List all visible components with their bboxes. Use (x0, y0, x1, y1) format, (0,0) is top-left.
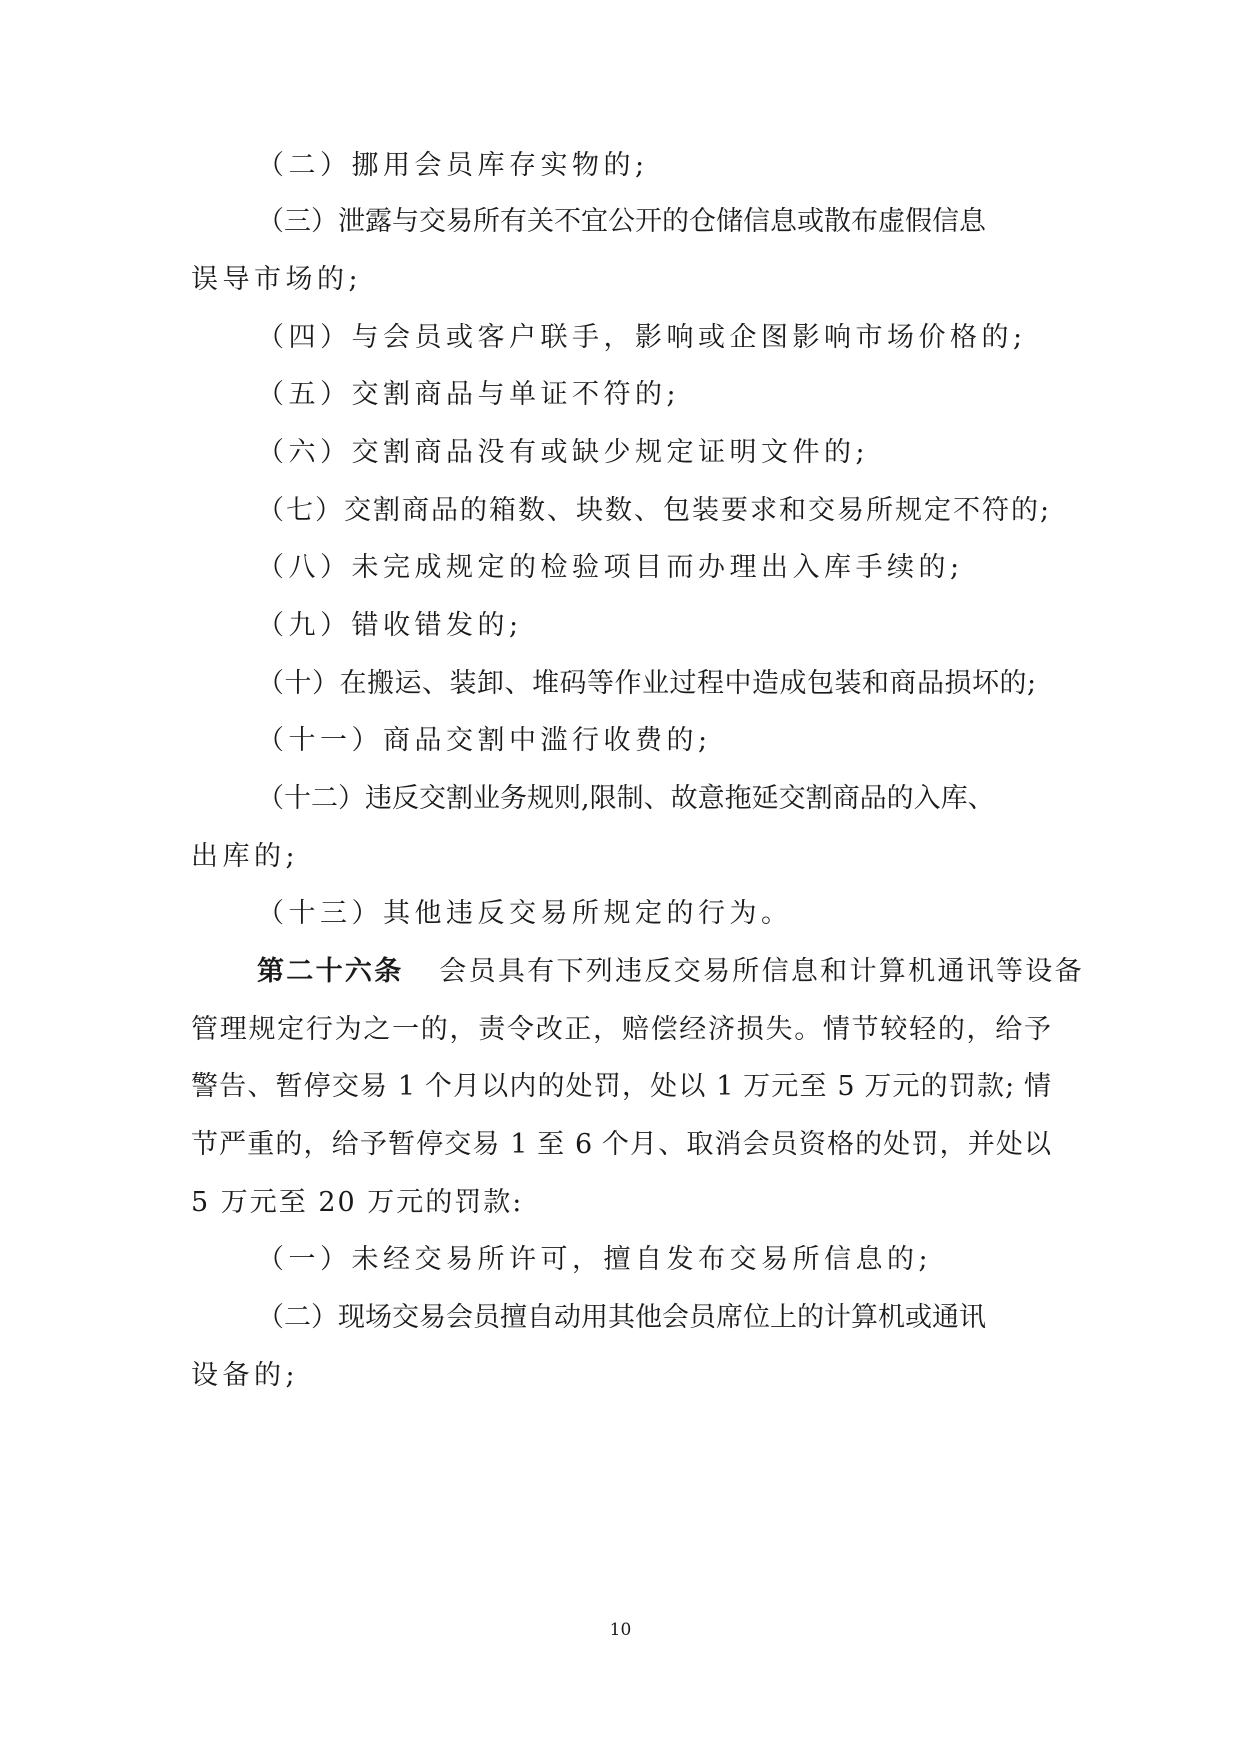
article-26-line-2: 管理规定行为之一的，责令改正，赔偿经济损失。情节较轻的，给予 (191, 1014, 1051, 1045)
item-8: （八）未完成规定的检验项目而办理出入库手续的; (257, 552, 964, 583)
item-10: （十）在搬运、装卸、堆码等作业过程中造成包装和商品损坏的; (257, 668, 1037, 699)
article-text: 会员具有下列违反交易所信息和计算机通讯等设备 (439, 956, 1084, 987)
page-number: 10 (609, 1620, 632, 1640)
item-9: （九）错收错发的; (257, 610, 523, 641)
sub-item-2-line-2: 设备的; (191, 1360, 300, 1391)
item-3-line-1: （三）泄露与交易所有关不宜公开的仓储信息或散布虚假信息 (257, 206, 986, 237)
item-4: （四）与会员或客户联手，影响或企图影响市场价格的; (257, 322, 1027, 353)
article-26-line-1 (257, 954, 1084, 990)
article-26-line-4: 节严重的，给予暂停交易 1 至 6 个月、取消会员资格的处罚，并处以 (191, 1129, 1051, 1160)
sub-item-1: （一）未经交易所许可，擅自发布交易所信息的; (257, 1244, 933, 1275)
item-12-line-2: 出库的; (191, 841, 300, 872)
article-26-line-3: 警告、暂停交易 1 个月以内的处罚，处以 1 万元至 5 万元的罚款; 情 (191, 1071, 1051, 1102)
item-3-line-2: 误导市场的; (191, 264, 363, 295)
item-7: （七）交割商品的箱数、块数、包装要求和交易所规定不符的; (257, 495, 1052, 526)
article-26-line-5: 5 万元至 20 万元的罚款: (191, 1187, 524, 1218)
item-5: （五）交割商品与单证不符的; (257, 379, 681, 410)
item-2: （二）挪用会员库存实物的; (257, 150, 649, 181)
item-6: （六）交割商品没有或缺少规定证明文件的; (257, 437, 870, 468)
item-12-line-1: （十二）违反交割业务规则,限制、故意拖延交割商品的入库、 (257, 783, 995, 814)
article-heading: 第二十六条 (257, 956, 404, 987)
sub-item-2-line-1: （二）现场交易会员擅自动用其他会员席位上的计算机或通讯 (257, 1302, 986, 1333)
item-11: （十一）商品交割中滥行收费的; (257, 725, 712, 756)
item-13: （十三）其他违反交易所规定的行为。 (257, 898, 793, 929)
